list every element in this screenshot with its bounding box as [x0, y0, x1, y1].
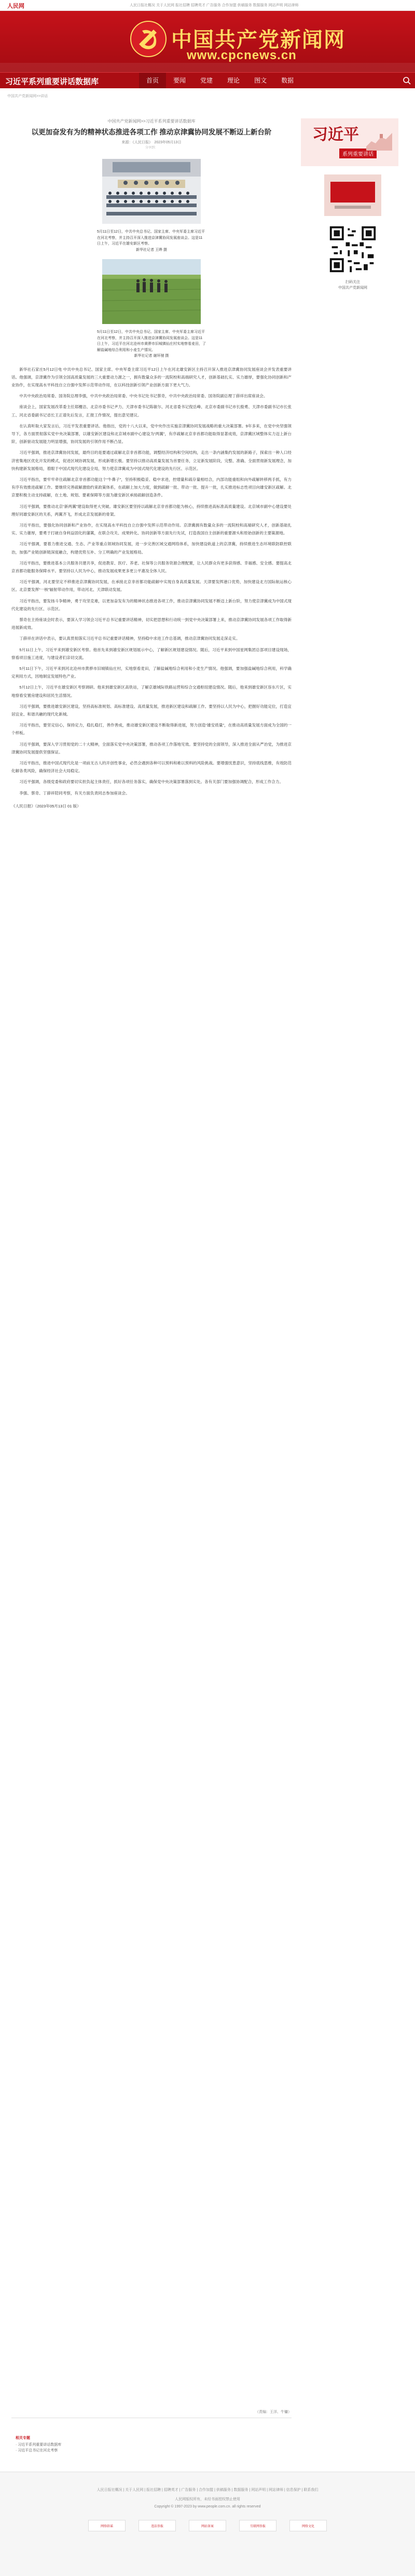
great-wall-icon	[365, 124, 393, 152]
nav-item-photo[interactable]: 图文	[254, 77, 267, 84]
paragraph: 习近平强调，推进京津冀协同发展，最终目的是要通过疏解北京非首都功能，调整经济结构和空间结构，走出一条内涵集约发展的新路子，探索出一种人口经济密集地区优化开发的模式，促进区域协调发展，形成新增长极。要坚持以推动高质量发展为首要任务，立足新发展阶段，完整、准确、全面贯彻新发展理念，加快构建新发展格局，着眼于中国式现代化建设全局，努力使京津冀成为中国式现代化建设的先行区、示范区。	[11, 450, 292, 471]
paragraph: 习近平强调，要着力推进交通、生态、产业等重点领域协同发展，进一步完善区域交通网络体系，加快建设轨道上的京津冀，持续推进生态环境联防联控联治，加强产业链创新链深度融合，构建优势互补、分工明确的产业发展格局。	[11, 542, 292, 555]
speech-database-promo[interactable]	[301, 118, 398, 166]
main-nav	[0, 72, 415, 88]
nav-item-data[interactable]: 数据	[281, 77, 294, 84]
article	[11, 118, 292, 813]
footer-badges	[88, 2520, 327, 2531]
photo1-caption	[97, 229, 206, 253]
right-sidebar	[301, 118, 405, 291]
editor-line: （责编：王洋、牛镛）	[11, 2409, 292, 2418]
paragraph: 习近平指出，要推进基本公共服务共建共享，促进教育、医疗、养老、社保等公共服务资源合理配置，让人民群众有更多获得感、幸福感、安全感。要提高北京首都功能服务保障水平。要坚持以人民为中心，推动发展成果更多更公平惠及全体人民。	[11, 560, 292, 573]
site-footer	[0, 2472, 415, 2576]
article-photo-meeting	[102, 159, 201, 224]
breadcrumb[interactable]: 中国共产党新闻网>>讲话	[7, 95, 48, 98]
paragraph: 习近平强调，河北要坚定不移推进京津冀协同发展，在承接北京非首都功能疏解中实现自身高质量发展。天津要发挥港口优势，加快建设北方国际航运核心区。北京要发挥“一核”辐射带动作用，带动河北、天津联动发展。	[11, 579, 292, 592]
paragraph: 李强、蔡奇、丁薛祥陪同考察，有关方面负责同志参加座谈会。	[19, 790, 130, 795]
search-icon[interactable]	[403, 76, 411, 85]
site-title: 中国共产党新闻网	[171, 28, 345, 52]
paragraph: 习近平指出，要发扬斗争精神，勇于攻坚克难，以更加奋发有为的精神状态推进各项工作，推动京津冀协同发展不断迈上新台阶，努力使京津冀成为中国式现代化建设的先行区、示范区。	[11, 598, 292, 611]
paragraph: 习近平强调，各级党委和政府要切实担负起主体责任，抓好各项任务落实，确保党中央决策部署落到实处。各有关部门要加强协调配合，形成工作合力。	[19, 779, 283, 785]
site-banner	[0, 11, 415, 72]
article-photo-field	[102, 259, 201, 324]
promo-tag: 系列重要讲话	[339, 149, 377, 158]
footer-badge[interactable]: 网站备案	[189, 2520, 226, 2531]
nav-item-theory[interactable]: 理论	[227, 77, 240, 84]
promo-title: 习近平	[312, 126, 359, 144]
paragraph: 在认真听取大家发言后，习近平发表重要讲话。他指出，党的十八大以来，党中央作出实施京津冀协同发展战略的重大决策部署。9年多来，在党中央坚强领导下，各方面贯彻落实党中央决策部署，以雄安新区建设和北京城市副中心建设为“两翼”，有序疏解北京非首都功能取得显著成效，京津冀区域整体实力迈上新台阶，创新驱动发展能力明显增强，协同发展的引领作用不断凸显。	[11, 423, 292, 444]
article-kicker: 中国共产党新闻网>>习近平系列重要讲话数据库	[107, 119, 196, 124]
paragraph: 丁薛祥在讲话中表示，要认真贯彻落实习近平总书记重要讲话精神，坚持稳中求进工作总基调，推动京津冀协同发展走深走实。	[19, 636, 240, 641]
paragraph: 中共中央政治局常委、国务院总理李强，中共中央政治局常委、中央书记处书记蔡奇，中共中央政治局常委、国务院副总理丁薛祥出席座谈会。	[19, 394, 268, 399]
qr-sublabel: 中国共产党新闻网	[338, 286, 367, 290]
paragraph: 习近平强调，要推进雄安新区建设，坚持高标准规划、高标准建设、高质量发展，推进新区建设和疏解工作。要坚持以人民为中心，把握好功能定位，打造宜居宜业、和谐共融的现代化新城。	[11, 704, 292, 717]
footer-copyright-en: Copyright © 1997-2023 by www.people.com.cn. all rights reserved	[154, 2505, 261, 2508]
nav-item-home[interactable]: 首页	[139, 73, 166, 88]
related-link[interactable]: · 习近平系列重要讲话数据库	[16, 2443, 62, 2447]
footer-copyright-cn: 人民网版权所有，未经书面授权禁止使用	[175, 2498, 240, 2501]
subnav	[0, 88, 415, 103]
paragraph: 习近平指出，要强化协同创新和产业协作，在实现高水平科技自立自强中发挥示范带动作用。京津冀拥有数量众多的一流院校和高端研究人才，创新基础扎实、实力雄厚，要勇于打破自身利益固化的藩篱，在联合攻关、成果转化、协同创新等方面先行先试，打造我国自主创新的重要源头和原始创新的主要策源地。	[11, 522, 292, 536]
party-emblem-icon	[130, 20, 167, 58]
nav-brand[interactable]: 习近平系列重要讲话数据库	[5, 77, 99, 86]
footer-links-row[interactable]: 人民日报社概况 | 关于人民网 | 报社招聘 | 招聘英才 | 广告服务 | 合作加盟 | 供稿服务 | 数据服务 | 网站声明 | 网站律师 | 信息保护 | 联系我们	[96, 2488, 319, 2492]
photo2-credit: 新华社记者 谢环驰 摄	[134, 354, 169, 358]
photo2-caption	[97, 329, 206, 359]
banner-stripe	[0, 63, 415, 72]
paragraph: 习近平指出，推进中国式现代化是一项前无古人的开创性事业，必然会遇到各种可以预料和难以预料的风险挑战。要增强忧患意识，坚持底线思维，有效防范化解各类风险，确保经济社会大局稳定。	[11, 761, 292, 774]
paragraph: 新华社石家庄5月12日电 中共中央总书记、国家主席、中央军委主席习近平12日上午在河北雄安新区主持召开深入推进京津冀协同发展座谈会并发表重要讲话。他强调，京津冀作为引领全国高质量发展的三大重要动力源之一，拥有数量众多的一流院校和高端研究人才，创新基础扎实、实力雄厚，要强化协同创新和产业协作，在实现高水平科技自立自强中发挥示范带动作用，在以科技创新引领产业创新方面下更大气力。	[11, 367, 292, 387]
photo1-caption-text: 5月11日至12日，中共中央总书记、国家主席、中央军委主席习近平在河北考察，并主持召开深入推进京津冀协同发展座谈会。这是11日上午，习近平在雄安新区考察。	[97, 230, 205, 246]
article-meta: 来源：《人民日报》 2023年05月13日	[121, 141, 182, 144]
nav-items	[139, 73, 301, 88]
qr-label: 扫码关注	[345, 280, 360, 284]
qr-code-icon	[328, 224, 378, 274]
article-headline: 以更加奋发有为的精神状态推进各项工作 推动京津冀协同发展不断迈上新台阶	[31, 128, 272, 136]
paragraph: 习近平强调，要推动北京“新两翼”建设取得更大突破。雄安新区要坚持以疏解北京非首都功能为核心，持续推进高标准高质量建设。北京城市副中心建设要处理好同雄安新区的关系，两翼齐飞，形成北京发展新的骨架。	[11, 504, 292, 517]
related-link[interactable]: · 习近平总书记在河北考察	[16, 2449, 58, 2452]
article-footer-meta	[11, 2409, 292, 2418]
paragraph: 5月12日上午，习近平在雄安新区考察调研。他来到雄安新区高铁站，了解京雄城际铁路运营和综合交通枢纽建设情况。随后，他来到雄安新区容东片区，实地察看安置房建设和居民生活情况。	[11, 685, 292, 698]
paragraph: 5月11日下午，习近平来到河北沧州市黄骅市旧城镇仙庄村，实地察看麦田，了解盐碱地综合利用和小麦生产情况。他强调，要加强盐碱地综合利用，科学确定利用方式，因地制宜发展特色产业。	[11, 666, 292, 679]
related-topics	[16, 2435, 61, 2453]
paragraph: 习近平指出，要牢牢牵住疏解北京非首都功能这个“牛鼻子”，坚持积极稳妥、稳中求进，控增量和疏存量相结合，内部功能重组和向外疏解转移两手抓，有力有序有效推进疏解工作。要继续完善疏解激励约束政策体系，在疏解上加大力度，做到疏解一批、带动一批、提升一批，扎实推进标志性项目向雄安新区疏解。北京要积极主动支持疏解，在土地、规划、要素保障等方面为雄安新区承接疏解创造条件。	[11, 477, 292, 498]
footer-badge[interactable]: 违法举报	[139, 2520, 176, 2531]
footer-badge[interactable]: 网络文化	[289, 2520, 327, 2531]
photo1-credit: 新华社记者 王晔 摄	[136, 248, 167, 252]
people-logo[interactable]: 人民网	[7, 3, 24, 9]
paragraph: 习近平指出，要坚定信心，保持定力，稳扎稳打，善作善成，推动雄安新区建设不断取得新进展，努力创造“雄安质量”，在推动高质量发展方面成为全国的一个样板。	[11, 723, 292, 736]
share-label[interactable]: 分享到：	[145, 146, 158, 150]
top-utility-bar	[0, 0, 415, 11]
paragraph: 5月11日上午，习近平来到雄安新区考察。他首先来到雄安新区规划展示中心，了解新区规划建设情况。随后，习近平来到中国星网集团总部项目建设现场，察看项目施工进度，与建设者们亲切交流。	[11, 647, 292, 660]
article-body	[11, 366, 292, 811]
paragraph: 蔡奇在主持座谈会时表示，要深入学习领会习近平总书记重要讲话精神，切实把思想和行动统一到党中央决策部署上来，推动京津冀协同发展各项工作取得新进展新成效。	[11, 617, 292, 630]
site-url[interactable]: www.cpcnews.cn	[187, 48, 297, 62]
footer-badge[interactable]: 网络辟谣	[88, 2520, 126, 2531]
nav-item-party[interactable]: 党建	[200, 77, 213, 84]
article-source: 《人民日报》（2023年05月13日 01 版）	[11, 803, 81, 808]
footer-badge[interactable]: 互联网举报	[239, 2520, 276, 2531]
paragraph: 习近平强调，要深入学习贯彻党的二十大精神，全面落实党中央决策部署，推动各项工作落地见效。要坚持党的全面领导，深入推进全面从严治党，为推进京津冀协同发展提供坚强保证。	[11, 741, 292, 754]
nav-item-news[interactable]: 要闻	[173, 77, 186, 84]
top-links[interactable]: 人民日报社概况 关于人民网 报社招聘 招聘英才 广告服务 合作加盟 供稿服务 数据服务 网站声明 网站律师	[130, 4, 299, 7]
related-heading: 相关专题	[16, 2436, 30, 2440]
paragraph: 座谈会上，国家发展改革委主任郑栅洁、北京市委书记尹力、天津市委书记陈敏尔、河北省委书记倪岳峰、北京市委副书记市长殷勇、天津市委副书记市长张工、河北省委副书记省长王正谱先后发言，汇报工作情况，提出意见建议。	[11, 404, 292, 417]
photo2-caption-text: 5月11日至12日，中共中央总书记、国家主席、中央军委主席习近平在河北考察，并主持召开深入推进京津冀协同发展座谈会。这是11日上午，习近平在河北沧州市黄骅市旧城镇仙庄村实地察看麦田，了解盐碱地综合利用和小麦生产情况。	[97, 330, 206, 352]
sidebar-thumbnail-image[interactable]	[324, 174, 381, 216]
